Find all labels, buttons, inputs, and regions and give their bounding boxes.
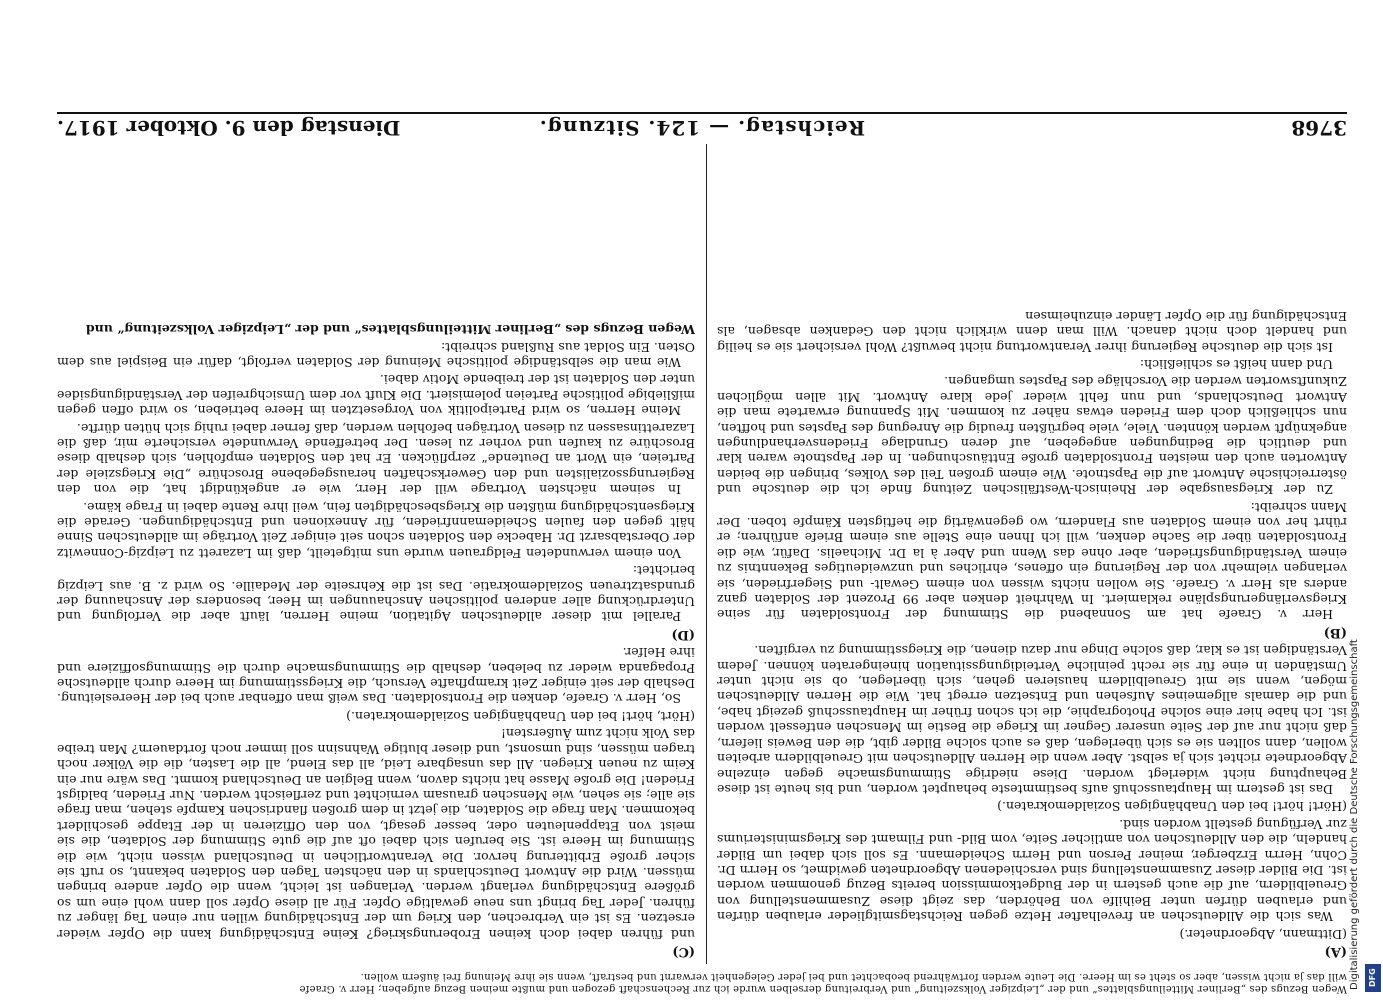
paragraph: Meine Herren, so wird Parteipolitik von Vorgesetzten im Heere betrieben, so wird offen gegen mißliebige politische Parteien polemisiert. Die Kluft vor dem Umsichgreifen der Verständigungsidee unter den Soldaten ist der treibende Motiv dabei. bbox=[57, 372, 695, 419]
quoted-letter: und führen dabei doch keinen Eroberungskrieg? Keine Entschädigung kann die Opfer wieder ersetzen. Es ist ein Verbrechen, den Krieg um der Entschädigung willen nur einen Tag länger zu führen. Jeder Tag bringt uns neue gewaltige Opfer. Für all diese Opfer soll dann wohl eine um so größere Entschädigung verlangt werden. Verlangen ist leicht, wenn die Opfer andere bringen müssen. Wird die Antwort Deutschlands in den nächsten Tagen den Soldaten bekannt, so ruft sie sicher große Erbitterung hervor. Die Verantwortlichen in Deutschland wissen nicht, wie die Stimmung im Heere ist. Sie berufen sich dabei oft auf die gute Stimmung der Soldaten, die sie meist von Etappenleuten oder, besser gesagt, von den Offizieren in der Etappe geschildert bekommen. Man frage die Soldaten, die jetzt in dem großen flandrischen Kampfe stehen, man frage sie alle; sie sehen, wie Menschen grausam vernichtet und zerfleischt werden. Nur Frieden, baldigst Frieden! Die große Masse hat nichts davon, wenn Belgien an Deutschland kommt. Das wäre nur ein Keim zu neuen Kriegen. All das unsagbare Leid, all das Elend, all die Lasten, die die Völker noch tragen müssen, sind umsonst, und dieser blutige Wahnsinn soll immer noch fortdauern? Man treibe das Volk nicht zum Äußersten! bbox=[57, 726, 695, 942]
page-header bbox=[57, 112, 1347, 144]
paragraph: Parallel mit dieser alldeutschen Agitation, meine Herren, läuft aber die Verfolgung und Unterdrückung aller anderen politischen Anschauungen im Heer, besonders der Anschauung der grundsatztreuen Sozialdemokratie. Das ist die Kehrseite der Medaille. So wird z. B. aus Leipzig berichtet: bbox=[57, 563, 695, 625]
page-number: 3768 bbox=[1291, 116, 1347, 140]
paragraph: Wie man die selbständige politische Meinung der Soldaten verfolgt, dafür ein Beispiel aus dem Osten. Ein Soldat aus Rußland schreibt: bbox=[57, 339, 695, 370]
footer-line: Wegen Bezugs des „Berliner Mitteilungsblattes“ und der „Leipziger Volkszeitung“ und Verbreitung derselben wurde ich zur Rechenschaft gezogen und mußte meinen Bezug aufgeben; Herr v. Graefe bbox=[299, 983, 1347, 994]
paragraph: Das ist gestern im Hauptausschuß aufs bestimmteste behauptet worden, und bis heute ist diese Behauptung nicht widerlegt worden. Diese niedrige Stimmungsmache gegen einzelne Abgeordnete richtet sich ja selbst. Aber wenn die Herren Alldeutschen mit Greuelbildern arbeiten wollen, dann sollten sie es sich überlegen, daß es auch solche Bilder gibt, die den Beweis liefern, daß nicht nur auf der Seite unserer Gegner im Kriege die Bestie im Menschen entfesselt worden ist. Ich habe hier eine solche Photographie, die ich schon früher im Hauptausschuß gezeigt habe, und die damals allgemeines Aufsehen und Entsetzen erregt hat. Wie die Herren Alldeutschen mögen, wenn sie mit Greuelbildern hausieren gehen, sich überlegen, ob sie nicht unter Umständen in eine für sie recht peinliche Verteidigungssituation hineingeraten können. Jedem Verständigen ist es klar, daß solche Dinge nur dazu dienen, die Kriegsstimmung zu vergiften. bbox=[717, 643, 1347, 797]
paragraph: So, Herr v. Graefe, denken die Frontsoldaten. Das weiß man offenbar auch bei der Heeresleitung. Deshalb der seit einiger Zeit krampfhafte Versuch, die Kriegsstimmung im Heere durch alldeutsche Propaganda wieder zu beleben, deshalb die Stimmungsmache durch die Stimmungsoffiziere und ihre Helfer. bbox=[57, 645, 695, 707]
paragraph: Herr v. Graefe hat am Sonnabend die Stimmung der Frontsoldaten für seine Kriegsverlängerungspläne reklamiert. In Wahrheit denken aber 99 Prozent der Soldaten ganz anders als Herr v. Graefe. Sie wollen nichts wissen von einem Gewalt- und Siegerfrieden, sie verlangen vielmehr von der Regierung ein offenes, ehrliches und unzweideutiges Bekenntnis zu einem Verständigungsfrieden, aber ohne das Wenn und Aber à la Dr. Michaelis. Dafür, wie die Frontsoldaten über die Sache denken, will ich Ihnen eine Stelle aus einem Briefe anführen; er rührt her von einem Soldaten aus Flandern, wo gegenwärtig die heftigsten Kämpfe toben. Der Mann schreibt: bbox=[717, 499, 1347, 623]
margin-marker-b: (B) bbox=[1323, 624, 1347, 640]
right-column bbox=[57, 150, 695, 960]
quoted-report: Von einem verwundeten Feldgrauen wurde uns mitgeteilt, daß im Lazarett zu Leipzig-Connewitz der Oberstabsarzt Dr. Habecke den Soldaten schon seit einiger Zeit Vorträge im alldeutschen Sinne hält gegen den faulen Scheidemannfrieden, für Annexionen und Entschädigungen. Gerade die Kriegsentschädigung müßten die Kriegsbeschädigten fein, weil ihre Rente dabei in Frage käme. bbox=[57, 499, 695, 561]
paragraph: Und dann heißt es schließlich: bbox=[1139, 356, 1333, 372]
left-column bbox=[717, 150, 1347, 960]
session-date: Dienstag den 9. Oktober 1917. bbox=[57, 116, 401, 140]
digitization-note: Digitalisierung gefördert durch die Deutsche Forschungsgemeinschaft bbox=[1349, 639, 1360, 990]
margin-marker-d: (D) bbox=[671, 626, 695, 642]
interjection: (Hört, hört! bei den Unabhängigen Sozialdemokraten.) bbox=[346, 708, 695, 724]
speaker-line: (Dittmann, Abgeordneter.) bbox=[1179, 926, 1347, 942]
dfg-logo: DFG bbox=[1365, 964, 1381, 992]
quoted-letter: Zu der Kriegsausgabe der Rheinisch-Westfälischen Zeitung finde ich die deutsche und österreichische Antwort auf die Papstnote. Wie einem großen Teil des Volkes, bringen die beiden Antworten auch den meisten Frontsoldaten große Enttäuschungen. In der Papstnote waren klar und deutlich die Bedingungen angegeben, auf deren Grundlage Friedensverhandlungen angeknüpft werden könnten. Viele, viele begrüßten freudig die Anregung des Papstes und hofften, nun schließlich doch dem Frieden etwas näher zu kommen. Mit Spannung erwartete man die Antwort Deutschlands, und nun fehlt wieder jede klare Antwort. Mit allen möglichen Zukunftsworten werden die Vorschläge des Papstes umgangen. bbox=[717, 374, 1347, 498]
paragraph: Wegen Bezugs des „Berliner Mitteilungsblattes“ und der „Leipziger Volkszeitung“ und bbox=[85, 322, 695, 338]
margin-marker-a: (A) bbox=[1324, 944, 1347, 959]
quoted-letter: Ist sich die deutsche Regierung ihrer Verantwortung nicht bewußt? Wohl versichert sie es heilig und handelt doch nicht danach. Will man denn wirklich nicht den Gedanken absagen, als Entschädigung für die Opfer Länder einzuheimsen bbox=[717, 308, 1347, 355]
interjection: (Hört! hört! bei den Unabhängigen Sozialdemokraten.) bbox=[997, 799, 1347, 815]
quoted-report: In seinem nächsten Vortrage will der Herr, wie er angekündigt hat, die von den Regierungssozialisten und den Gewerkschaften herausgegebene Broschüre „Die Kriegsziele der Parteien, ein Wort an Deutende“ zerpflücken. Er hat den Soldaten empfohlen, sich deshalb diese Broschüre zu kaufen und vorher zu lesen. Der betreffende Verwundete versicherte mir, daß die Lazarettinsassen zu diesen Vorträgen befohlen werden, daß ferner dabei ruhig sich hüten dürfte. bbox=[57, 420, 695, 498]
column-divider bbox=[706, 144, 707, 964]
footer-line: will das ja nicht wissen, aber so steht es im Heere. Die Leute werden fortwährend beobachtet und bei jeder Gelegenheit verwarnt und bestraft, wenn sie ihre Meinung frei äußern wollen. bbox=[360, 971, 1347, 982]
margin-marker-c: (C) bbox=[672, 944, 695, 959]
page-title: Reichstag. — 124. Sitzung. bbox=[538, 116, 866, 140]
paragraph: Was sich die Alldeutschen an frevelhafter Hetze gegen Reichstagsmitglieder erlauben dürfen und erlauben dürfen unter Beihilfe von Behörden, das zeigt diese Zusammenstellung von Greuelbildern, auf die auch gestern in der Budgetkommission bereits Bezug genommen worden ist. Die Bilder dieser Zusammenstellung sind verschiedenen Abgeordneten gewidmet, so Herrn Dr. Cohn, Herrn Erzberger, meiner Person und Herrn Scheidemann. Es soll sich dabei um Bilder handeln, die den Alldeutschen von amtlicher Seite, vom Bild- und Filmamt des Kriegsministeriums zur Verfügung gestellt worden sind. bbox=[717, 816, 1347, 925]
footer-text-strip bbox=[57, 970, 1347, 994]
